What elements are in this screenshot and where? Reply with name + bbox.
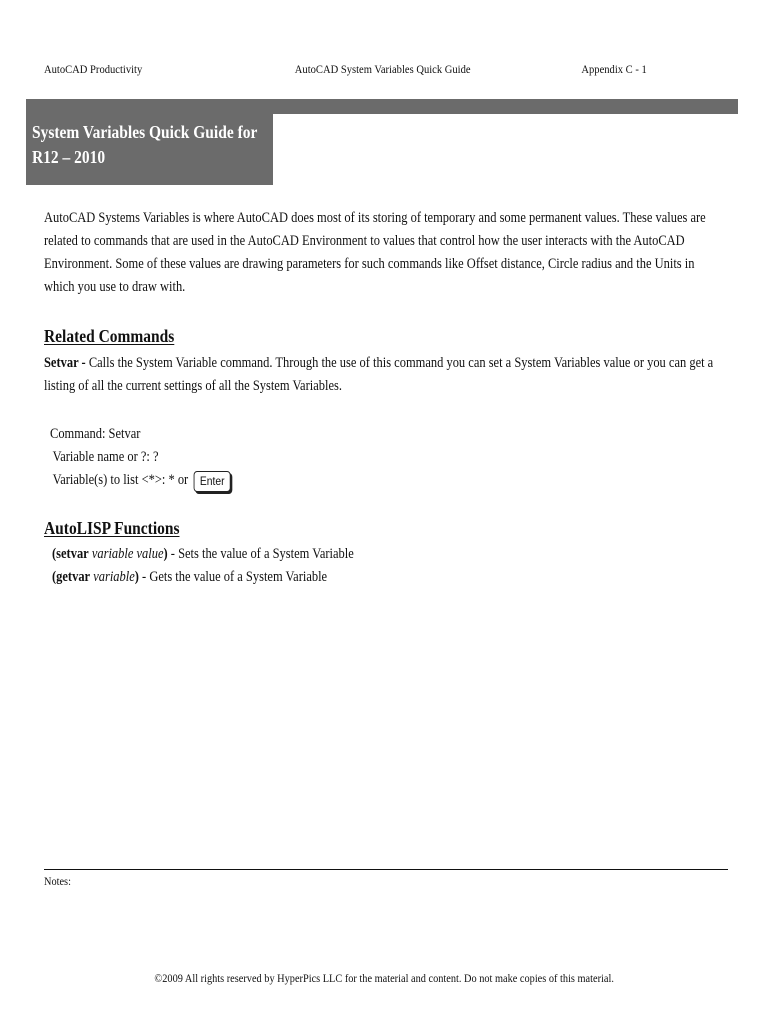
variable-name-prompt: Variable name or ?: ? xyxy=(52,449,159,465)
variable-list-prompt xyxy=(50,469,308,492)
setvar-dash: - xyxy=(78,355,89,371)
page-title-line2: R12 – 2010 xyxy=(32,147,106,167)
page-header xyxy=(0,62,676,80)
intro-paragraph: AutoCAD Systems Variables is where AutoCAD does most of its storing of temporary and some permanent values. These values are related to commands that are used in the AutoCAD Environment to values that control how the user interacts with the AutoCAD Environment. Some of these values are drawing parameters for such commands like Offset distance, Circle radius and the Units in which you use to draw with. xyxy=(44,210,706,295)
setvar-description xyxy=(44,352,723,398)
command-line: Command: Setvar xyxy=(50,426,141,442)
getvar-function-line: (getvar variable) - Gets the value of a System Variable xyxy=(52,569,328,585)
header-center: AutoCAD System Variables Quick Guide xyxy=(294,62,471,76)
page-footer xyxy=(0,971,768,986)
setvar-text: Calls the System Variable command. Through the use of this command you can set a System Variables value or you can get a listing of all the current settings of all the System Variables. xyxy=(44,355,714,394)
getvar-function-args: variable xyxy=(93,569,135,585)
variable-list-text: Variable(s) to list <*>: * or xyxy=(52,472,189,488)
copyright-text: ©2009 All rights reserved by HyperPics LLC for the material and content. Do not make copies of this material. xyxy=(154,971,614,985)
setvar-function-args: variable value xyxy=(91,546,164,562)
getvar-function-name: getvar xyxy=(56,569,91,585)
setvar-function-line: (setvar variable value) - Sets the value of a System Variable xyxy=(52,546,354,562)
header-right: Appendix C - 1 xyxy=(581,62,647,76)
autolisp-functions-heading: AutoLISP Functions xyxy=(44,518,180,538)
header-left: AutoCAD Productivity xyxy=(44,62,143,76)
notes-label: Notes: xyxy=(44,874,71,888)
enter-key-icon: Enter xyxy=(194,471,231,492)
page-title-line1: System Variables Quick Guide for xyxy=(32,122,258,142)
getvar-function-desc: - Gets the value of a System Variable xyxy=(138,569,328,585)
autolisp-function-list xyxy=(52,543,413,589)
setvar-function-name: setvar xyxy=(56,546,89,562)
page-title xyxy=(32,120,273,170)
command-prompt-block xyxy=(50,423,308,492)
setvar-term: Setvar xyxy=(44,355,79,371)
setvar-function-desc: - Sets the value of a System Variable xyxy=(167,546,354,562)
related-commands-heading: Related Commands xyxy=(44,326,175,346)
notes-divider xyxy=(44,869,728,870)
